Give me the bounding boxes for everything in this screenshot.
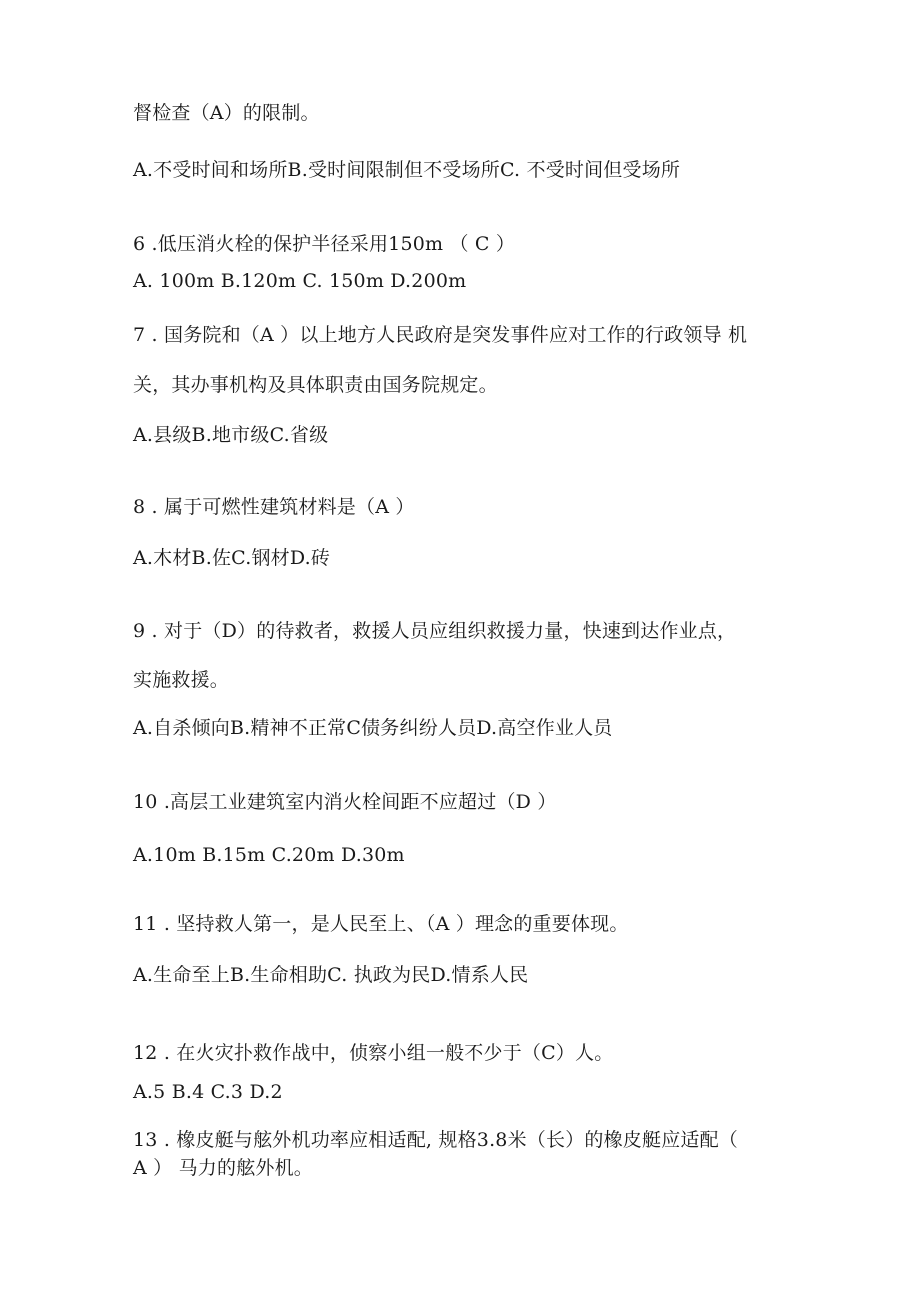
text-line-q13-question: 13 . 橡皮艇与舷外机功率应相适配, 规格3.8米（长）的橡皮艇应适配（ [133,1129,738,1151]
text-line-q13-continuation: A ） 马力的舷外机。 [133,1157,314,1179]
text-line-q7-options: A.县级B.地市级C.省级 [133,424,329,446]
text-line-q5-continuation: 督检查（A）的限制。 [133,102,320,124]
text-line-q6-options: A. 100m B.120m C. 150m D.200m [133,270,467,292]
text-line-q12-question: 12 . 在火灾扑救作战中，侦察小组一般不少于（C）人。 [133,1042,614,1064]
text-line-q12-options: A.5 B.4 C.3 D.2 [133,1081,283,1103]
text-line-q9-question: 9 . 对于（D）的待救者，救援人员应组织救援力量，快速到达作业点， [133,620,737,642]
text-line-q7-continuation: 关，其办事机构及具体职责由国务院规定。 [133,374,498,396]
text-line-q5-options: A.不受时间和场所B.受时间限制但不受场所C. 不受时间但受场所 [133,159,681,181]
text-line-q10-question: 10 .高层工业建筑室内消火栓间距不应超过（D ） [133,791,557,813]
text-line-q9-continuation: 实施救援。 [133,669,230,691]
text-line-q10-options: A.10m B.15m C.20m D.30m [133,844,405,866]
text-line-q11-options: A.生命至上B.生命相助C. 执政为民D.情系人民 [133,964,529,986]
text-line-q7-question: 7 . 国务院和（A ）以上地方人民政府是突发事件应对工作的行政领导 机 [133,324,748,346]
text-line-q8-options: A.木材B.佐C.钢材D.砖 [133,547,331,569]
text-line-q6-question: 6 .低压消火栓的保护半径采用150m （ C ） [133,233,516,255]
text-line-q8-question: 8 . 属于可燃性建筑材料是（A ） [133,496,415,518]
text-line-q11-question: 11 . 坚持救人第一，是人民至上、（A ）理念的重要体现。 [133,913,629,935]
text-line-q9-options: A.自杀倾向B.精神不正常C债务纠纷人员D.高空作业人员 [133,717,613,739]
